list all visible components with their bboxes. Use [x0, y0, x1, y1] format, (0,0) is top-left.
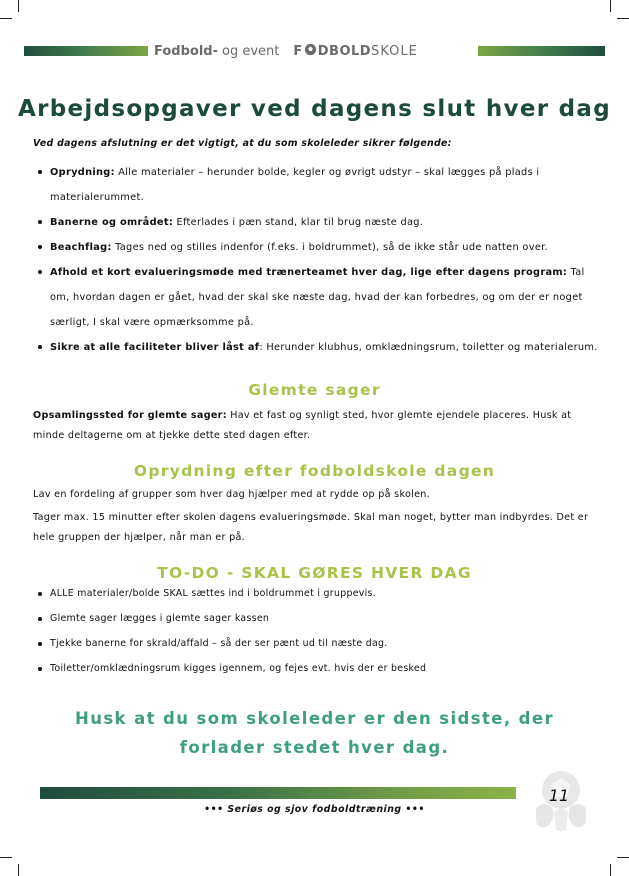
- list-item: [33, 235, 603, 260]
- todo-heading: TO-DO - SKAL GØRES HVER DAG: [157, 564, 472, 582]
- page-title: Arbejdsopgaver ved dagens slut hver dag: [17, 96, 612, 122]
- crop-mark: [617, 18, 629, 19]
- task-text: Tal om, hvordan dagen er gået, hvad der skal ske næste dag, hvad der kan forbedres, og om der er noget særligt, I skal være opmærksomme på.: [50, 267, 585, 328]
- list-item: Glemte sager lægges i glemte sager kassen: [33, 608, 603, 633]
- list-item: [33, 335, 603, 360]
- task-label: Afhold et kort evalueringsmøde med trænerteamet hver dag, lige efter dagens program:: [50, 267, 568, 278]
- cleanup-text-2: Tager max. 15 minutter efter skolen dagens evalueringsmøde. Skal man noget, bytter man indbyrdes. Det er hele gruppen der hjælper, når man er på.: [33, 512, 589, 543]
- closing-reminder: Husk at du som skoleleder er den sidste, der forlader stedet hver dag.: [74, 709, 555, 757]
- crop-mark: [610, 0, 611, 12]
- intro-text: Ved dagens afslutning er det vigtigt, at du som skoleleder sikrer følgende:: [33, 138, 452, 149]
- cleanup-heading: Oprydning efter fodboldskole dagen: [133, 462, 496, 480]
- lost-items-text: [33, 406, 603, 446]
- header-brand: [154, 40, 418, 62]
- header-stripe-right: [478, 46, 605, 56]
- crop-mark: [617, 857, 629, 858]
- logo-word-skole: SKOLE: [371, 43, 418, 59]
- list-item: ALLE materialer/bolde SKAL sættes ind i boldrummet i gruppevis.: [33, 583, 603, 608]
- footer-tagline: ••• Seriøs og sjov fodboldtræning •••: [204, 804, 425, 815]
- crop-mark: [0, 857, 12, 858]
- list-item: [33, 160, 603, 210]
- list-item: Tjekke banerne for skrald/affald – så der ser pænt ud til næste dag.: [33, 633, 603, 658]
- crop-mark: [0, 18, 12, 19]
- brand-bold: Fodbold-: [154, 43, 218, 59]
- brand-light: og event: [221, 43, 280, 59]
- lost-items-heading: Glemte sager: [248, 381, 381, 399]
- football-icon: [304, 43, 317, 60]
- cleanup-text-1: Lav en fordeling af grupper som hver dag hjælper med at rydde op på skolen.: [33, 489, 431, 500]
- lost-items-body: Hav et fast og synligt sted, hvor glemte ejendele placeres. Husk at minde deltagerne om at tjekke dette sted dagen efter.: [33, 410, 572, 441]
- list-item: [33, 210, 603, 235]
- task-text: Efterlades i pæn stand, klar til brug næste dag.: [173, 217, 424, 228]
- lost-items-label: Opsamlingssted for glemte sager:: [33, 410, 227, 421]
- logo-word-dbold: DBOLD: [317, 43, 372, 59]
- task-text: Tages ned og stilles indenfor (f.eks. i boldrummet), så de ikke står ude natten over.: [111, 242, 548, 253]
- crop-mark: [18, 864, 19, 876]
- task-text: : Herunder klubhus, omklædningsrum, toiletter og materialerum.: [259, 342, 598, 353]
- task-text: Alle materialer – herunder bolde, kegler og øvrigt udstyr – skal lægges på plads i materialerummet.: [50, 167, 540, 203]
- task-label: Banerne og området:: [50, 217, 174, 228]
- list-item: [33, 260, 603, 335]
- page-number: 11: [548, 786, 570, 805]
- task-list: [33, 160, 603, 360]
- list-item: Toiletter/omklædningsrum kigges igennem, og fejes evt. hvis der er besked: [33, 658, 603, 683]
- task-label: Beachflag:: [50, 242, 112, 253]
- task-label: Sikre at alle faciliteter bliver låst af: [50, 342, 260, 353]
- task-label: Oprydning:: [50, 167, 115, 178]
- footer-stripe: [40, 787, 516, 799]
- fodboldskole-logo: [293, 43, 417, 60]
- logo-letter-f: F: [293, 43, 303, 59]
- header-stripe-left: [24, 46, 148, 56]
- crop-mark: [18, 0, 19, 12]
- crop-mark: [610, 864, 611, 876]
- todo-list: [33, 583, 603, 683]
